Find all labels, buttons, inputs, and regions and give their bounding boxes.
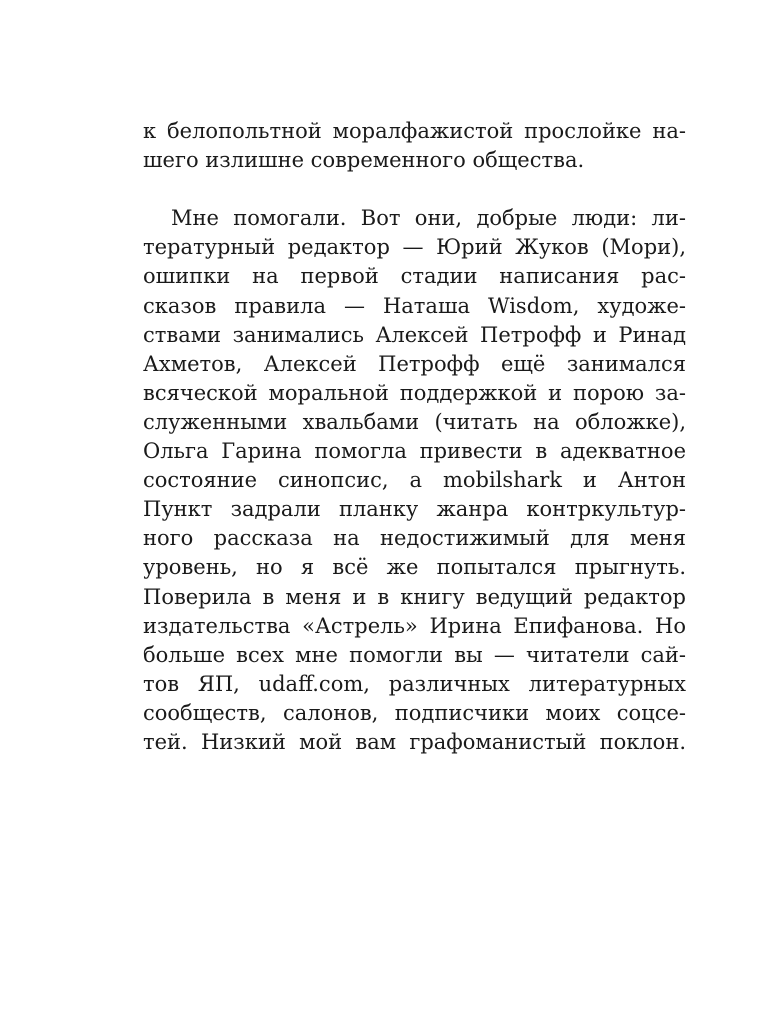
text-line: издательства «Астрель» Ирина Епифанова. Но — [143, 613, 686, 638]
page-text-block — [143, 117, 686, 757]
text-line: шего излишне современного общества. — [143, 148, 585, 173]
text-line: Пункт задрали планку жанра контркультур- — [143, 497, 686, 522]
text-line: тов ЯП, udaff.com, различных литературных — [143, 671, 686, 696]
text-line: больше всех мне помогли вы — читатели сай- — [143, 642, 686, 667]
paragraph-spacer — [143, 175, 686, 204]
text-line: к белопольтной моралфажистой прослойке на- — [143, 119, 686, 143]
text-line: всяческой моральной поддержкой и порою за- — [143, 380, 686, 405]
text-line: Ольга Гарина помогла привести в адекватное — [143, 439, 686, 464]
paragraph-1 — [143, 117, 686, 175]
text-line: тей. Низкий мой вам графоманистый поклон. — [143, 729, 686, 754]
text-line: ного рассказа на недостижимый для меня — [143, 526, 686, 551]
text-line: Мне помогали. Вот они, добрые люди: ли- — [171, 206, 686, 231]
text-line: ствами занимались Алексей Петрофф и Ринад — [143, 322, 686, 347]
text-line: Поверила в меня и в книгу ведущий редактор — [143, 584, 686, 609]
text-line: служенными хвальбами (читать на обложке), — [143, 409, 686, 434]
text-line: Ахметов, Алексей Петрофф ещё занимался — [143, 351, 686, 376]
text-line: тературный редактор — Юрий Жуков (Мори), — [143, 235, 686, 260]
text-line: уровень, но я всё же попытался прыгнуть. — [143, 555, 686, 580]
paragraph-2 — [143, 204, 686, 757]
text-line: сказов правила — Наташа Wisdom, художе- — [143, 293, 686, 318]
text-line: сообществ, салонов, подписчики моих соцсе- — [143, 700, 686, 725]
text-line: состояние синопсис, а mobilshark и Антон — [143, 468, 686, 493]
text-line: ошипки на первой стадии написания рас- — [143, 264, 686, 289]
